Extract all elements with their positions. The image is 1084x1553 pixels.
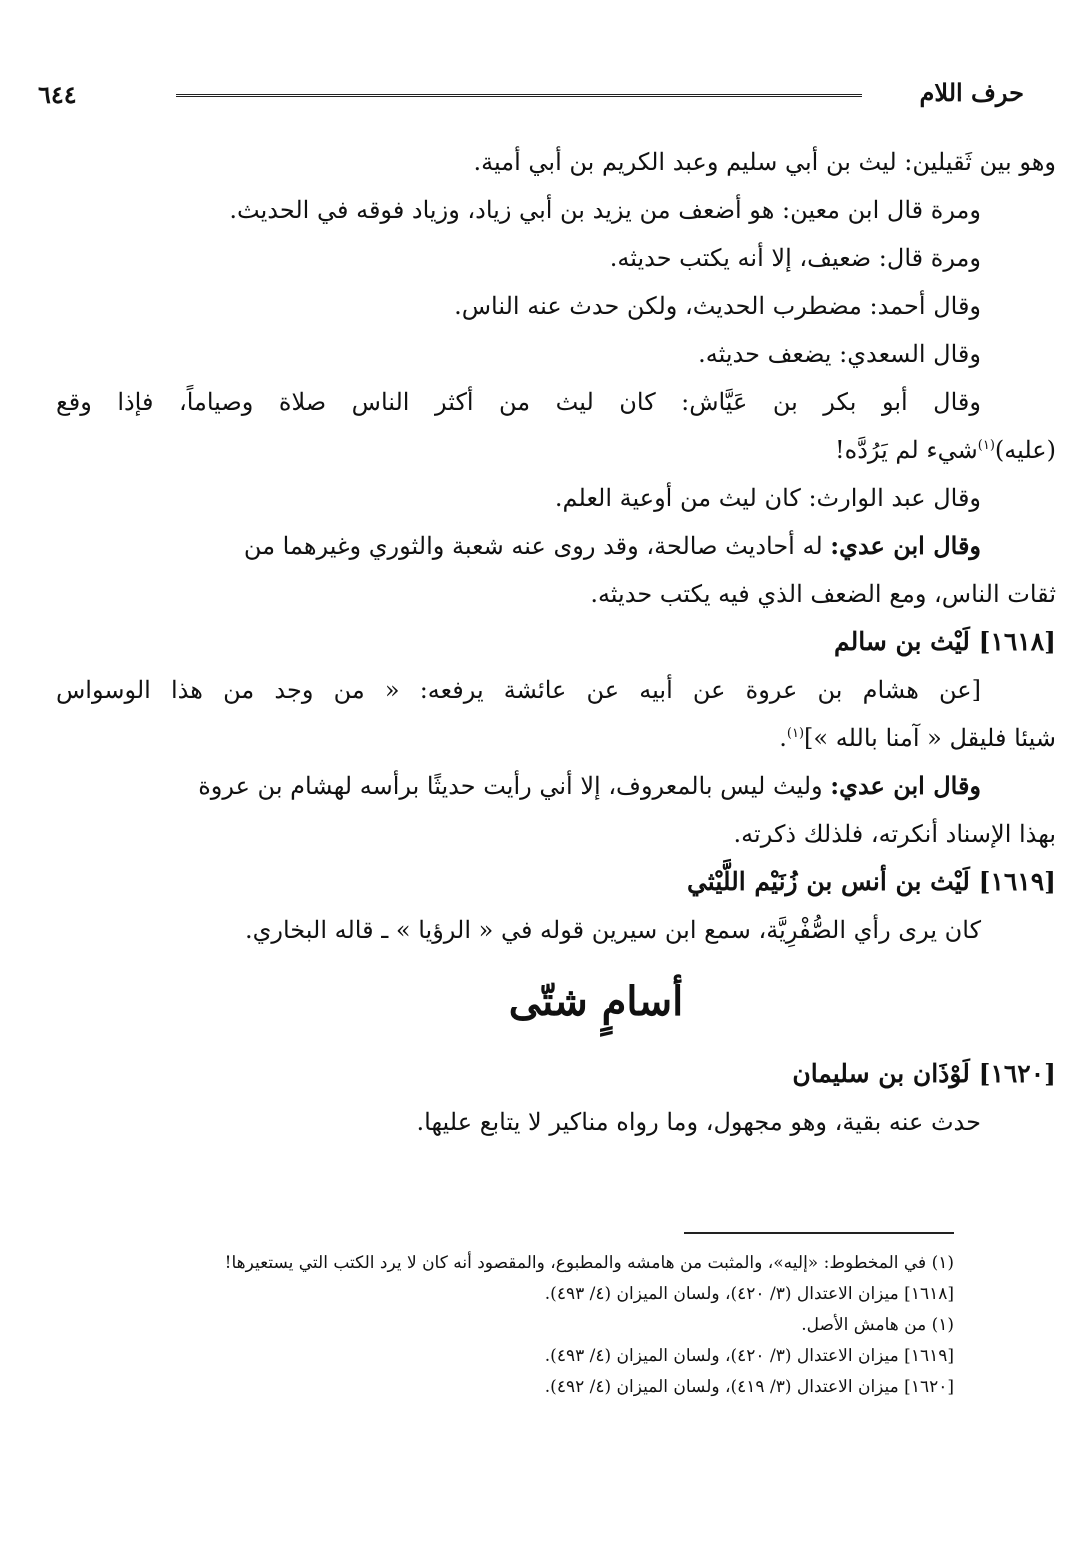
text-line: وهو بين ثَقيلين: ليث بن أبي سليم وعبد الكريم بن أبي أمية. [473,148,1056,176]
footnote-separator [684,1232,954,1234]
text-line [56,762,1056,810]
footnote: (١) في المخطوط: «إليه»، والمثبت من هامشه والمطبوع، والمقصود أنه كان لا يرد الكتب التي يستعيرها! [224,1253,954,1273]
header-rule [176,94,862,97]
inline-text: شيئا فليقل « آمنا بالله »] [804,724,1056,752]
section-heading: أسامٍ شتّى [508,978,684,1025]
text-line: وقال السعدي: يضعف حديثه. [698,340,981,368]
text-line: ومرة قال: ضعيف، إلا أنه يكتب حديثه. [609,244,981,272]
footnotes [74,1248,954,1403]
text-line: وقال أبو بكر بن عَيَّاش: كان ليث من أكثر الناس صلاة وصياماً، فإذا وقع [56,388,981,416]
text-line: شيئا فليقل « آمنا بالله »]$^{(١)}$. [779,724,1056,752]
text-line: وقال أحمد: مضطرب الحديث، ولكن حدث عنه الناس. [454,292,981,320]
footnote: (١) من هامش الأصل. [801,1315,954,1335]
inline-text: شيء لم يَرُدَّه! [834,436,978,464]
running-header [28,78,1024,118]
chapter-title: حرف اللام [919,78,1024,107]
main-text [56,138,1056,1146]
text-line [56,522,1056,570]
speaker-label: وقال ابن عدي: [830,771,981,800]
text-line [56,426,1056,474]
entry-heading-1618: [١٦١٨] لَيْث بن سالم [833,627,1056,656]
speaker-label: وقال ابن عدي: [830,531,981,560]
text-line: بهذا الإسناد أنكرته، فلذلك ذكرته. [733,820,1056,848]
footnote: [١٦٢٠] ميزان الاعتدال (٣/ ٤١٩)، ولسان الميزان (٤/ ٤٩٢). [544,1377,954,1397]
entry-heading-1619: [١٦١٩] لَيْث بن أنس بن زُنَيْم اللَّيْثي [686,867,1056,896]
footnote: [١٦١٨] ميزان الاعتدال (٣/ ٤٢٠)، ولسان الميزان (٤/ ٤٩٣). [544,1284,954,1304]
text-line: حدث عنه بقية، وهو مجهول، وما رواه مناكير لا يتابع عليها. [416,1108,981,1136]
inline-text: له أحاديث صالحة، وقد روى عنه شعبة والثوري وغيرهما من [243,532,823,560]
text-line: ومرة قال ابن معين: هو أضعف من يزيد بن أبي زياد، وزياد فوقه في الحديث. [229,196,981,224]
inline-text: وليث ليس بالمعروف، إلا أني رأيت حديثًا برأسه لهشام بن عروة [198,772,823,800]
footnote: [١٦١٩] ميزان الاعتدال (٣/ ٤٢٠)، ولسان الميزان (٤/ ٤٩٣). [544,1346,954,1366]
text-line: [عن هشام بن عروة عن أبيه عن عائشة يرفعه: « من وجد من هذا الوسواس [56,676,981,704]
text-line: كان يرى رأي الصُّفْرِيَّة، سمع ابن سيرين قوله في « الرؤيا » ـ قاله البخاري. [244,916,981,944]
page-number: ٦٤٤ [38,80,77,109]
footnote-ref: (١) [977,438,995,453]
text-line: ثقات الناس، ومع الضعف الذي فيه يكتب حديثه. [590,580,1056,608]
entry-heading-1620: [١٦٢٠] لَوْذَان بن سليمان [792,1059,1056,1088]
text-line: وقال عبد الوارث: كان ليث من أوعية العلم. [554,484,981,512]
footnote-ref: (١) [786,726,805,741]
inline-text: (عليه) [994,436,1056,464]
